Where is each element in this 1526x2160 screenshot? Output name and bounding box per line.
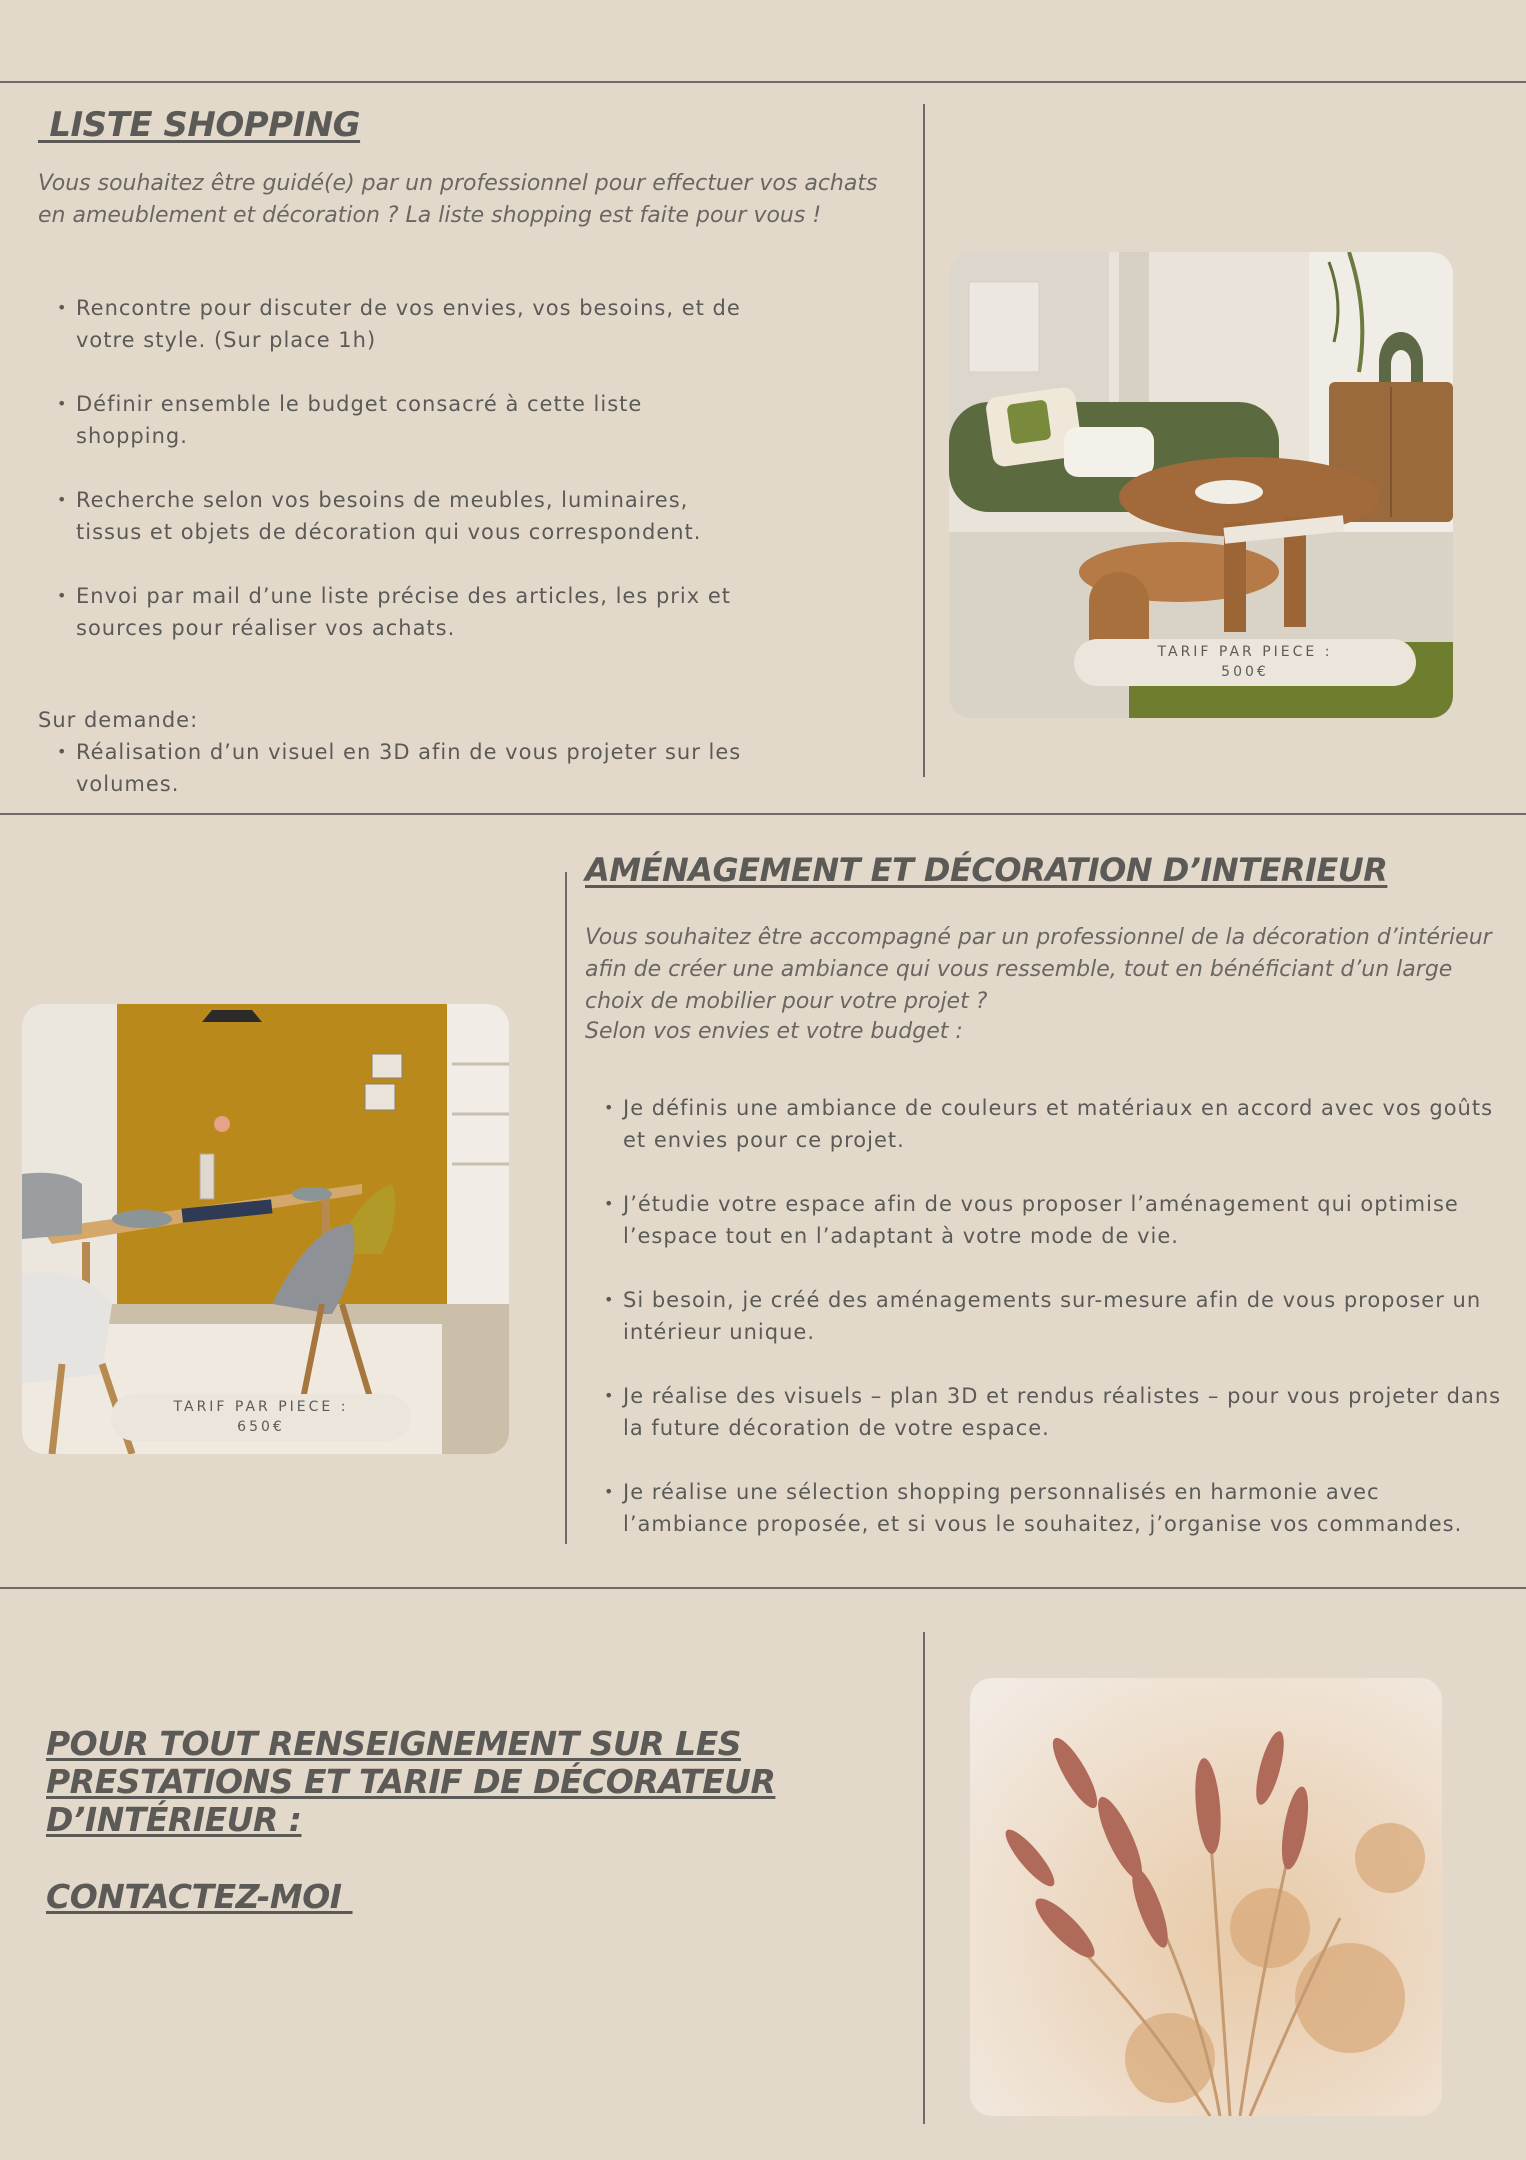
price-value: 650€ <box>237 1419 285 1435</box>
on-demand-label: Sur demande: <box>38 708 199 732</box>
column-divider-3 <box>923 1632 925 2124</box>
dried-flowers-illustration <box>970 1678 1442 2116</box>
shopping-price-badge <box>1074 639 1416 686</box>
list-item: • Réalisation d’un visuel en 3D afin de vous projeter sur les volumes. <box>38 736 758 800</box>
dining-room-photo <box>22 1004 509 1454</box>
living-room-photo <box>949 252 1453 718</box>
dried-flowers-photo <box>970 1678 1442 2116</box>
on-demand-list <box>38 736 758 800</box>
amenagement-price-badge <box>111 1394 411 1441</box>
list-item: • Je définis une ambiance de couleurs et matériaux en accord avec vos goûts et envies pour ce projet. <box>585 1092 1510 1156</box>
column-divider-1 <box>923 104 925 777</box>
list-item: • Je réalise des visuels – plan 3D et rendus réalistes – pour vous projeter dans la future décoration de votre espace. <box>585 1380 1510 1444</box>
list-item: • Si besoin, je créé des aménagements sur-mesure afin de vous proposer un intérieur unique. <box>585 1284 1510 1348</box>
amenagement-intro: Vous souhaitez être accompagné par un professionnel de la décoration d’intérieur afin de créer une ambiance qui vous ressemble, tout en bénéficiant d’un large choix de mobilier pour votre projet ? <box>585 925 1492 1014</box>
list-item: • Recherche selon vos besoins de meubles, luminaires, tissus et objets de décoration qui vous correspondent. <box>38 484 758 548</box>
shopping-list <box>38 292 758 676</box>
column-divider-2 <box>565 872 567 1544</box>
contact-headline <box>46 1725 906 1839</box>
contact-headline-line: D’INTÉRIEUR : <box>46 1800 302 1839</box>
shopping-intro: Vous souhaitez être guidé(e) par un professionnel pour effectuer vos achats en ameublement et décoration ? La liste shopping est faite pour vous ! <box>38 171 878 228</box>
contact-cta-link[interactable]: CONTACTEZ-MOI <box>46 1877 353 1916</box>
list-item: • Je réalise une sélection shopping personnalisés en harmonie avec l’ambiance proposée, et si vous le souhaitez, j’organise vos commandes. <box>585 1476 1510 1540</box>
dining-room-illustration <box>22 1004 509 1454</box>
price-label: TARIF PAR PIECE : <box>1157 644 1333 660</box>
amenagement-list <box>585 1092 1510 1540</box>
section-divider-2 <box>0 1587 1526 1589</box>
contact-headline-line: PRESTATIONS ET TARIF DE DÉCORATEUR <box>46 1762 776 1801</box>
amenagement-title: AMÉNAGEMENT ET DÉCORATION D’INTERIEUR <box>585 851 1388 889</box>
list-item: • Envoi par mail d’une liste précise des articles, les prix et sources pour réaliser vos achats. <box>38 580 758 644</box>
contact-headline-line: POUR TOUT RENSEIGNEMENT SUR LES <box>46 1724 741 1763</box>
list-item: • Rencontre pour discuter de vos envies, vos besoins, et de votre style. (Sur place 1h) <box>38 292 758 356</box>
shopping-title: LISTE SHOPPING <box>38 105 361 145</box>
list-item: • Définir ensemble le budget consacré à cette liste shopping. <box>38 388 758 452</box>
section-divider-1 <box>0 813 1526 815</box>
price-value: 500€ <box>1221 664 1269 680</box>
price-label: TARIF PAR PIECE : <box>173 1399 349 1415</box>
list-item: • J’étudie votre espace afin de vous proposer l’aménagement qui optimise l’espace tout en l’adaptant à votre mode de vie. <box>585 1188 1510 1252</box>
top-divider <box>0 81 1526 83</box>
amenagement-intro-2: Selon vos envies et votre budget : <box>585 1019 963 1044</box>
